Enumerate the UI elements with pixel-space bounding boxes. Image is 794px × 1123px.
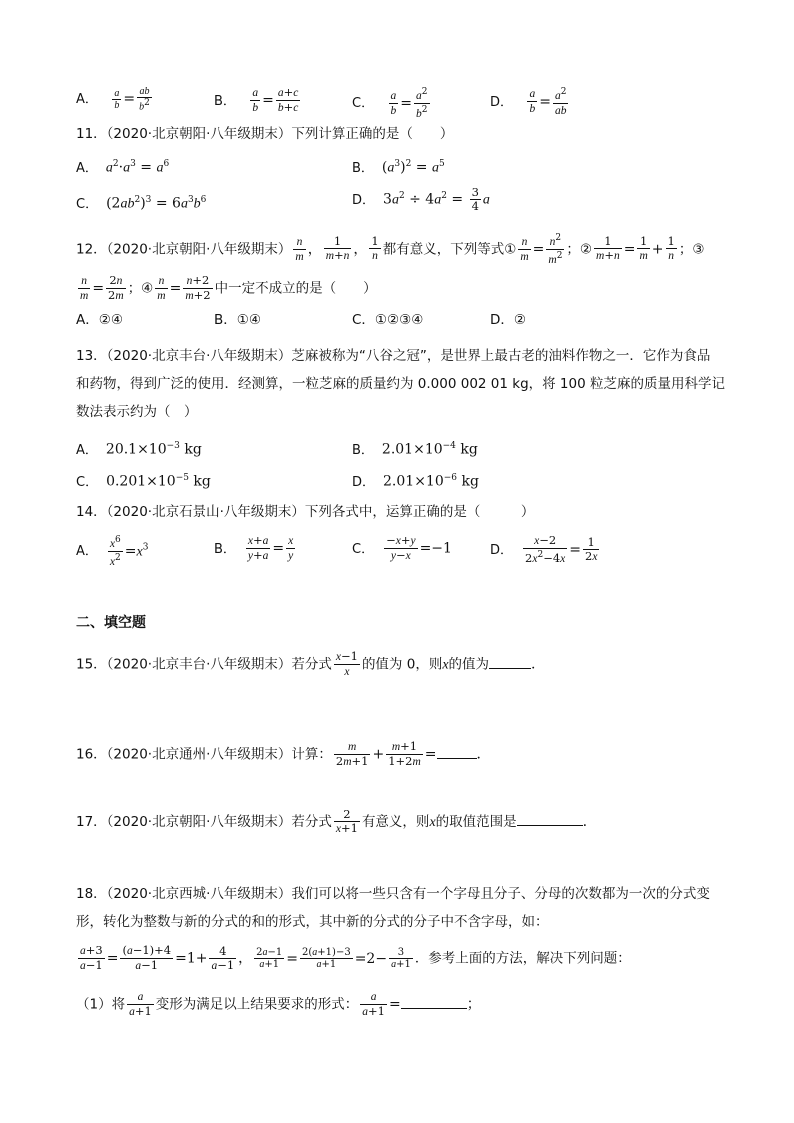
q10-option-d[interactable]: D． $\frac{a}{b}$ = $\frac{a^2}{ab}$ (490, 87, 567, 117)
q13-stem-line2: 和药物，得到广泛的使用．经测算，一粒芝麻的质量约为 0.000 002 01 kg，将 100 粒芝麻的质量用科学记 (76, 376, 725, 392)
q11-option-d[interactable]: D． $3a^2 \div 4a^2$ = $\frac{3}{4}$ a (352, 185, 490, 214)
q16-answer-blank[interactable] (437, 744, 477, 759)
q12-stem-line1: 12．（2020·北京朝阳·八年级期末） $\frac{n}{m}$ ， $\frac{1}{m+n}$ ， $\frac{1}{n}$ 都有意义，下列等式① $\frac{n}{m}$ = $\frac{n^2}{m^2}$ ；② $\frac{1}{m+n}$ = $\frac{1}{m}$ + $\frac{1}{n}$ ；③ (76, 233, 705, 266)
q12-option-d[interactable]: D．② (490, 312, 526, 328)
q13-option-c[interactable]: C． $0.201\times 10^{-5}$ kg (76, 473, 211, 490)
q14-option-d[interactable]: D． $\frac{x-2}{2x^2-4x}$ = $\frac{1}{2x}$ (490, 533, 598, 565)
q10-option-c[interactable]: C． $\frac{a}{b}$ = $\frac{a^2}{b^2}$ (352, 87, 428, 120)
q13-stem-line3: 数法表示约为（ ） (76, 404, 198, 420)
q18-stem-line1: 18．（2020·北京西城·八年级期末）我们可以将一些只含有一个字母且分子、分母的次数都为一次的分式变 (76, 886, 710, 902)
q11-option-c[interactable]: C． $(2ab^2)^3 = 6a^3b^6$ (76, 195, 207, 212)
q18-example: $\frac{a+3}{a-1}$ = $\frac{(a-1)+4}{a-1}$ =1+ $\frac{4}{a-1}$ ， $\frac{2a-1}{a+1}$ = $\frac{2(a+1)-3}{a+1}$ =2− $\frac{3}{a+1}$ ．参考上面的方法，解决下列问题： (80, 943, 631, 972)
q14-stem: 14．（2020·北京石景山·八年级期末）下列各式中，运算正确的是（ ） (76, 504, 535, 520)
q13-stem-line1: 13．（2020·北京丰台·八年级期末）芝麻被称为“八谷之冠”，是世界上最古老的油料作物之一．它作为食品 (76, 348, 711, 364)
q14-option-a[interactable]: A． $\frac{x^6}{x^2}$ $=x^3$ (76, 535, 149, 568)
q17-stem: 17．（2020·北京朝阳·八年级期末）若分式 $\frac{2}{x+1}$ 有意义，则x的取值范围是 . (76, 807, 588, 835)
q11-option-b[interactable]: B． $(a^3)^2 = a^5$ (352, 159, 445, 176)
q18-subquestion-1: （1）将 $\frac{a}{a+1}$ 变形为满足以上结果要求的形式： $\frac{a}{a+1}$ = ； (76, 991, 481, 1018)
section-title-fill-in: 二、填空题 (76, 615, 146, 631)
q16-stem: 16．（2020·北京通州·八年级期末）计算： $\frac{m}{2m+1}$ + $\frac{m+1}{1+2m}$ = ． (76, 739, 491, 768)
q10-option-a[interactable]: A． $\frac{a}{b}$ = $\frac{ab}{b^2}$ (76, 86, 150, 113)
q12-stem-line2: $\frac{n}{m}$ = $\frac{2n}{2m}$ ；④ $\frac{n}{m}$ = $\frac{n+2}{m+2}$ 中一定不成立的是（ ） (80, 273, 377, 302)
q11-option-a[interactable]: A． $a^2\cdot a^3 = a^6$ (76, 159, 170, 176)
q14-option-b[interactable]: B． $\frac{x+a}{y+a}$ = $\frac{x}{y}$ (214, 533, 294, 562)
q18-stem-line2: 形，转化为整数与新的分式的和的形式，其中新的分式的分子中不含字母，如： (76, 914, 549, 930)
q15-stem: 15．（2020·北京丰台·八年级期末）若分式 $\frac{x-1}{x}$ 的值为 0，则x的值为 . (76, 649, 536, 678)
q11-stem: 11．（2020·北京朝阳·八年级期末）下列计算正确的是（ ） (76, 126, 454, 142)
q12-option-a[interactable]: A．②④ (76, 312, 123, 328)
q10-option-b[interactable]: B． $\frac{a}{b}$ = $\frac{a+c}{b+c}$ (214, 85, 299, 114)
q13-option-b[interactable]: B． $2.01\times 10^{-4}$ kg (352, 441, 478, 458)
q12-option-b[interactable]: B．①④ (214, 312, 261, 328)
q13-option-a[interactable]: A． $20.1\times 10^{-3}$ kg (76, 441, 202, 458)
q18-1-answer-blank[interactable] (401, 994, 467, 1009)
q14-option-c[interactable]: C． $\frac{-x+y}{y-x}$ =−1 (352, 533, 452, 562)
q13-option-d[interactable]: D． $2.01\times 10^{-6}$ kg (352, 473, 479, 490)
q12-option-c[interactable]: C．①②③④ (352, 312, 424, 328)
q17-answer-blank[interactable] (517, 811, 583, 826)
q15-answer-blank[interactable] (489, 654, 531, 669)
